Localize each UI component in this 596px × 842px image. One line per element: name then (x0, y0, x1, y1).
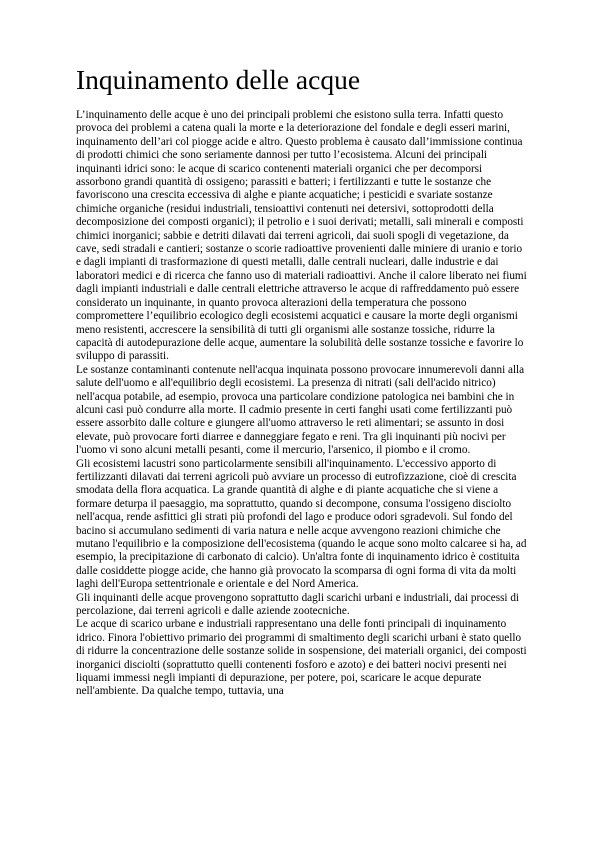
document-body (76, 109, 528, 699)
document-page (76, 0, 528, 699)
paragraph-health-effects: Le sostanze contaminanti contenute nell'acqua inquinata possono provocare innumerevoli danni alla salute dell'uomo e all'equilibrio degli ecosistemi. La presenza di nitrati (sali dell'acido nitrico) nell'acqua potabile, ad esempio, provoca una particolare condizione patologica nei bambini che in alcuni casi può condurre alla morte. Il cadmio presente in certi fanghi usati come fertilizzanti può essere assorbito dalle colture e giungere all'uomo attraverso le reti alimentari; se assunto in dosi elevate, può provocare forti diarree e danneggiare fegato e reni. Tra gli inquinanti più nocivi per l'uomo vi sono alcuni metalli pesanti, come il mercurio, l'arsenico, il piombo e il cromo. (76, 363, 525, 457)
paragraph-pollution-sources: Gli inquinanti delle acque provengono soprattutto dagli scarichi urbani e industriali, dai processi di percolazione, dai terreni agricoli e dalle aziende zootecniche. (76, 591, 520, 618)
document-title: Inquinamento delle acque (76, 64, 361, 95)
paragraph-wastewater: Le acque di scarico urbane e industriali rappresentano una delle fonti principali di inquinamento idrico. Finora l'obiettivo primario dei programmi di smaltimento degli scarichi urbani è stato quello di ridurre la concentrazione delle sostanze solide in sospensione, dei materiali organici, dei composti inorganici disciolti (soprattutto quelli contenenti fosforo e azoto) e dei batteri nocivi presenti nei liquami immessi negli impianti di depurazione, per potere, poi, scaricare le acque depurate nell'ambiente. Da qualche tempo, tuttavia, una (76, 618, 527, 698)
paragraph-lake-ecosystems: Gli ecosistemi lacustri sono particolarmente sensibili all'inquinamento. L'eccessivo apporto di fertilizzanti dilavati dai terreni agricoli può avviare un processo di eutrofizzazione, cioè di crescita smodata della flora acquatica. La grande quantità di alghe e di piante acquatiche che si viene a formare deturpa il paesaggio, ma soprattutto, quando si decompone, consuma l'ossigeno disciolto nell'acqua, rende asfittici gli strati più profondi del lago e produce odori sgradevoli. Sul fondo del bacino si accumulano sedimenti di varia natura e nelle acque avvengono reazioni chimiche che mutano l'equilibrio e la composizione dell'ecosistema (quando le acque sono molto calcaree si ha, ad esempio, la precipitazione di carbonato di calcio). Un'altra fonte di inquinamento idrico è costituita dalle cosiddette piogge acide, che hanno già provocato la scomparsa di ogni forma di vita da molti laghi dell'Europa settentrionale e orientale e del Nord America. (76, 457, 527, 591)
paragraph-overview: L’inquinamento delle acque è uno dei principali problemi che esistono sulla terra. Infatti questo provoca dei problemi a catena quali la morte e la deteriorazione del fondale e degli esseri marini, inquinamento dell’ari col piogge acide e altro. Questo problema è causato dall’immissione continua di prodotti chimici che sono seriamente dannosi per tutto l’ecosistema. Alcuni dei principali inquinanti idrici sono: le acque di scarico contenenti materiali organici che per decomporsi assorbono grandi quantità di ossigeno; parassiti e batteri; i fertilizzanti e tutte le sostanze che favoriscono una crescita eccessiva di alghe e piante acquatiche; i pesticidi e svariate sostanze chimiche organiche (residui industriali, tensioattivi contenuti nei detersivi, sottoprodotti della decomposizione dei composti organici); il petrolio e i suoi derivati; metalli, sali minerali e composti chimici inorganici; sabbie e detriti dilavati dai terreni agricoli, dai suoli spogli di vegetazione, da cave, sedi stradali e cantieri; sostanze o scorie radioattive provenienti dalle miniere di uranio e torio e dagli impianti di trasformazione di questi metalli, dalle centrali nucleari, dalle industrie e dai laboratori medici e di ricerca che fanno uso di materiali radioattivi. Anche il calore liberato nei fiumi dagli impianti industriali e dalle centrali elettriche attraverso le acque di raffreddamento può essere considerato un inquinante, in quanto provoca alterazioni della temperatura che possono compromettere l’equilibrio ecologico degli ecosistemi acquatici e causare la morte degli organismi meno resistenti, accrescere la sensibilità di tutti gli organismi alle sostanze tossiche, ridurre la capacità di autodepurazione delle acque, aumentare la solubilità delle sostanze tossiche e favorire lo sviluppo di parassiti. (76, 109, 527, 363)
